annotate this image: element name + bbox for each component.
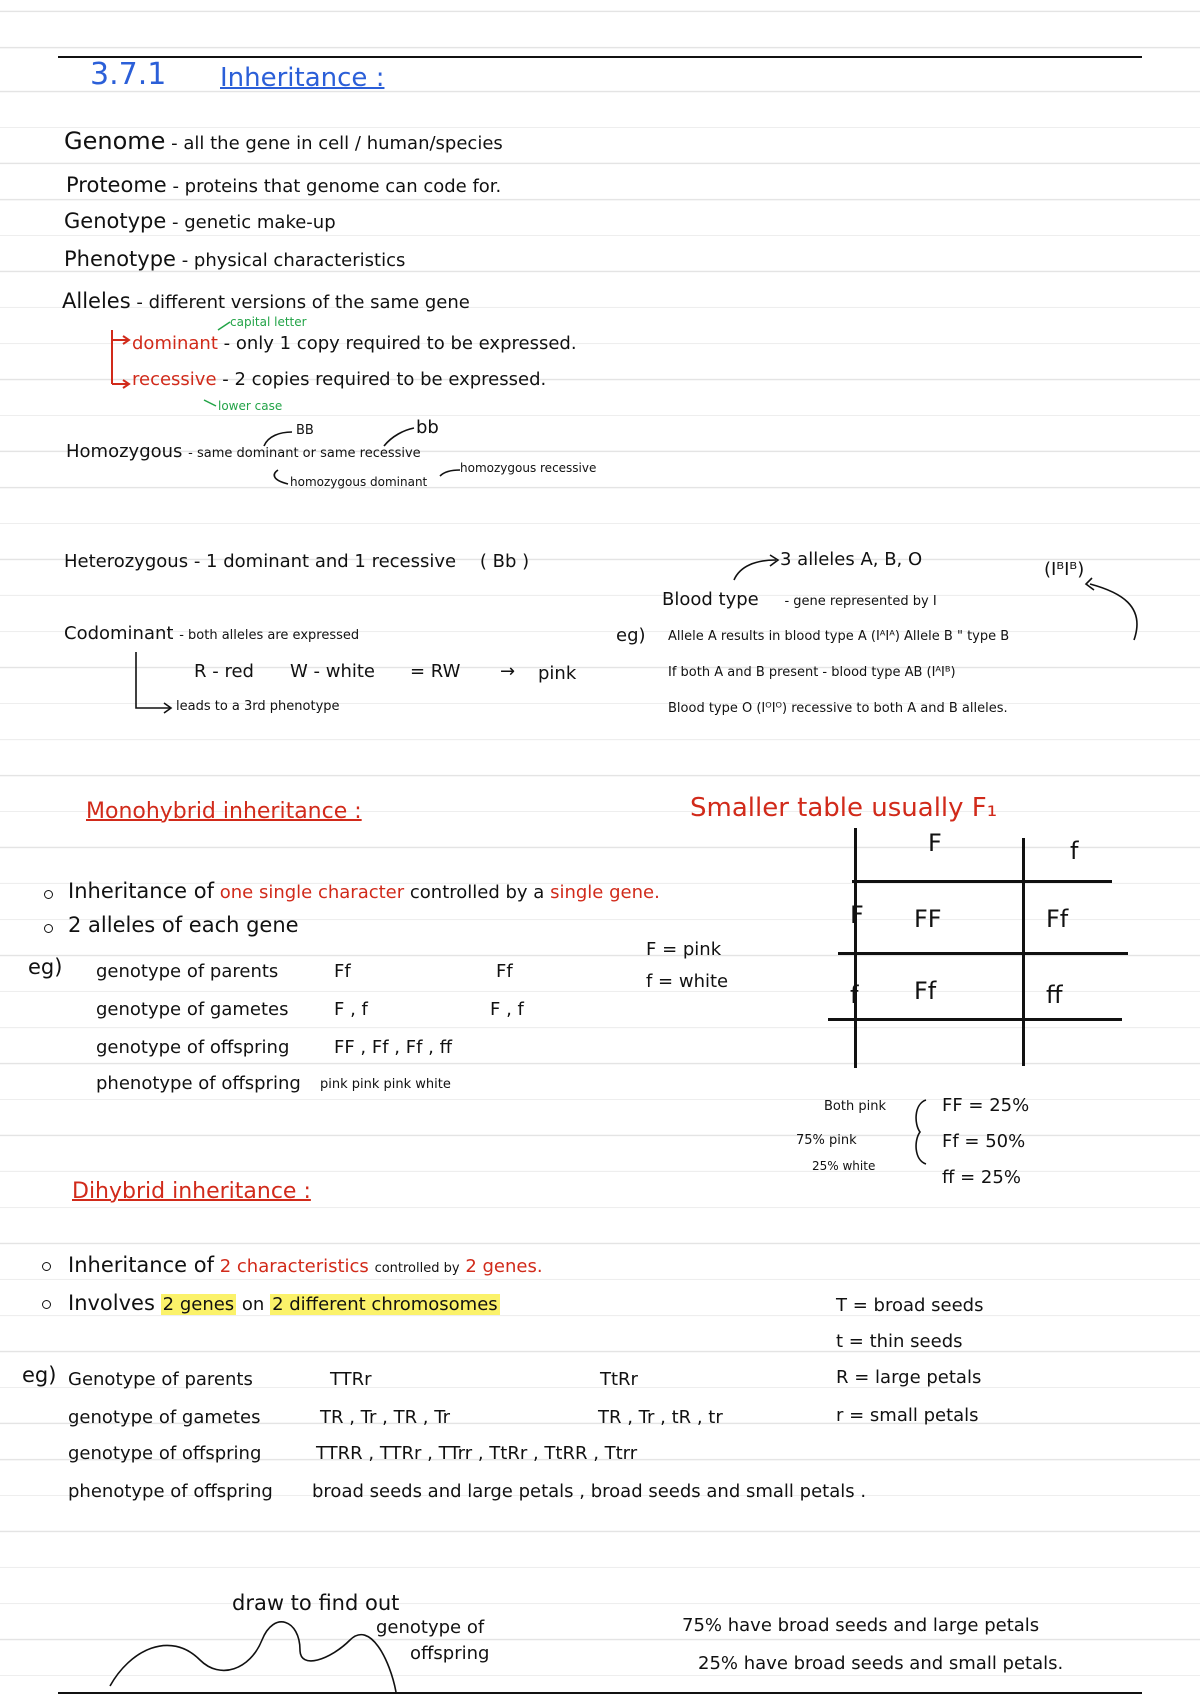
heterozygous-text: - 1 dominant and 1 recessive (193, 551, 457, 572)
draw-note-3: offspring (410, 1643, 490, 1664)
term: Genotype (64, 209, 167, 233)
mono-row-value-2: F , f (490, 999, 524, 1020)
mono-row-label: phenotype of offspring (96, 1073, 301, 1094)
punnett-col-header: f (1070, 837, 1079, 865)
dominant-text: - only 1 copy required to be expressed. (223, 333, 577, 354)
term: Genome (64, 127, 166, 155)
arrow-icon (440, 470, 460, 476)
arrow-right-icon: → (500, 661, 516, 682)
mono-row-label: genotype of parents (96, 961, 279, 982)
lower-case-note: lower case (218, 399, 283, 413)
summary-ff-upper: FF = 25% (942, 1095, 1030, 1116)
dihybrid-key-item: R = large petals (836, 1367, 982, 1388)
summary-ff-lower: ff = 25% (942, 1167, 1021, 1188)
leads-arrow (136, 652, 170, 708)
codominant-term: Codominant (64, 623, 174, 644)
title-number: 3.7.1 (90, 57, 167, 92)
summary-25-white: 25% white (812, 1159, 876, 1173)
mono-row-value-2: Ff (496, 961, 513, 982)
di-row-value-2: TR , Tr , tR , tr (598, 1407, 723, 1428)
dihybrid-heading: Dihybrid inheritance : (72, 1179, 311, 1204)
di-row-label: Genotype of parents (68, 1369, 253, 1390)
hand-drawn-curve (110, 1622, 396, 1692)
key-pink: F = pink (646, 939, 722, 960)
homozygous-term: Homozygous (66, 441, 183, 462)
homozygous-recessive-note: homozygous recessive (460, 461, 597, 475)
term: Alleles (62, 289, 131, 313)
homozygous-dominant-note: homozygous dominant (290, 475, 428, 489)
brace (916, 1100, 926, 1164)
mono-row-value-1: F , f (334, 999, 368, 1020)
dihybrid-key-item: t = thin seeds (836, 1331, 963, 1352)
blood-alleles: 3 alleles A, B, O (780, 549, 923, 570)
dihybrid-eg: eg) (22, 1363, 57, 1387)
summary-both-pink: Both pink (824, 1099, 886, 1114)
draw-note: draw to find out (232, 1591, 400, 1615)
draw-note-2: genotype of (376, 1617, 485, 1638)
monohybrid-eg: eg) (28, 955, 63, 979)
codominant-white: W - white (290, 661, 375, 682)
mono-row-value-1: pink pink pink white (320, 1077, 451, 1092)
arrow-icon (218, 322, 230, 330)
codominant-rw: = RW (410, 661, 461, 682)
blood-eg: eg) (616, 625, 646, 646)
dominant-term: dominant (132, 333, 218, 354)
capital-letter-note: capital letter (230, 315, 307, 329)
text-part-red: one single character (219, 882, 405, 903)
codominant-pink: pink (538, 663, 577, 684)
di-row-value-1: broad seeds and large petals , broad seeds and small petals . (312, 1481, 867, 1502)
blood-both: If both A and B present - blood type AB (IᴬIᴮ) (668, 665, 956, 680)
definition-text: - all the gene in cell / human/species (171, 133, 503, 154)
text-part: Involves (68, 1291, 155, 1315)
blood-gene-text: - gene represented by I (784, 594, 937, 609)
smaller-table-note: Smaller table usually F₁ (690, 793, 998, 823)
monohybrid-heading: Monohybrid inheritance : (86, 799, 362, 824)
codominant-red: R - red (194, 661, 254, 682)
punnett-cell: FF (914, 905, 942, 933)
definition-text: - different versions of the same gene (136, 292, 470, 313)
summary-ff-mixed: Ff = 50% (942, 1131, 1026, 1152)
recessive-term: recessive (132, 369, 217, 390)
mono-row-value-1: FF , Ff , Ff , ff (334, 1037, 452, 1058)
curved-arrow (1090, 584, 1137, 640)
di-row-label: genotype of offspring (68, 1443, 262, 1464)
result-75: 75% have broad seeds and large petals (682, 1615, 1040, 1636)
text-part: on (241, 1294, 265, 1315)
di-row-value-2: TtRr (600, 1369, 638, 1390)
codominant-leads: leads to a 3rd phenotype (176, 699, 340, 714)
heterozygous-term: Heterozygous (64, 551, 189, 572)
arrow-icon (204, 400, 216, 406)
mono-row-label: genotype of offspring (96, 1037, 290, 1058)
arrow-icon (274, 470, 288, 484)
punnett-row-header: F (850, 901, 864, 929)
text-part-highlight: 2 genes (162, 1294, 235, 1315)
text-part-highlight: 2 different chromosomes (272, 1294, 498, 1315)
bb-upper-label: BB (296, 423, 314, 438)
arrow-icon (734, 560, 776, 580)
punnett-row-header: f (850, 981, 859, 1009)
dihybrid-key-item: T = broad seeds (836, 1295, 984, 1316)
punnett-cell: ff (1046, 981, 1063, 1009)
definition-text: - proteins that genome can code for. (172, 176, 502, 197)
mono-row-value-1: Ff (334, 961, 351, 982)
punnett-cell: Ff (914, 977, 937, 1005)
text-part: Inheritance of (68, 879, 214, 903)
di-row-value-1: TTRR , TTRr , TTrr , TtRr , TtRR , Ttrr (316, 1443, 638, 1464)
term: Phenotype (64, 247, 176, 271)
text-part: controlled by (374, 1261, 460, 1276)
term: Proteome (66, 173, 167, 197)
blood-allele-a: Allele A results in blood type A (IᴬIᴬ) Allele B " type B (668, 629, 1010, 644)
text-part-red: single gene. (550, 882, 660, 903)
heterozygous-example: ( Bb ) (479, 551, 530, 572)
monohybrid-bullet-2: 2 alleles of each gene (68, 913, 299, 937)
di-row-value-1: TR , Tr , TR , Tr (320, 1407, 450, 1428)
mono-row-label: genotype of gametes (96, 999, 289, 1020)
page-title: Inheritance : (220, 63, 385, 93)
punnett-col-header: F (928, 829, 942, 857)
key-white: f = white (646, 971, 729, 992)
text-part-red: 2 characteristics (219, 1256, 369, 1277)
text-part: controlled by a (409, 882, 545, 903)
arrow-icon (264, 432, 292, 446)
di-row-value-1: TTRr (330, 1369, 372, 1390)
bb-lower-label: bb (416, 417, 439, 438)
di-row-label: genotype of gametes (68, 1407, 261, 1428)
definition-text: - physical characteristics (181, 250, 406, 271)
result-25: 25% have broad seeds and small petals. (698, 1653, 1064, 1674)
definition-text: - genetic make-up (172, 212, 336, 233)
text-part: Inheritance of (68, 1253, 214, 1277)
summary-75-pink: 75% pink (796, 1133, 857, 1148)
dihybrid-key-item: r = small petals (836, 1405, 979, 1426)
recessive-text: - 2 copies required to be expressed. (222, 369, 547, 390)
blood-o: Blood type O (IᴼIᴼ) recessive to both A and B alleles. (668, 701, 1008, 716)
text-part-red: 2 genes. (465, 1256, 543, 1277)
blood-ibib: (IᴮIᴮ) (1044, 559, 1085, 580)
arrow-icon (384, 428, 414, 446)
homozygous-text: - same dominant or same recessive (188, 446, 421, 461)
blood-type-label: Blood type (662, 589, 759, 610)
codominant-text: - both alleles are expressed (179, 628, 360, 643)
punnett-cell: Ff (1046, 905, 1069, 933)
di-row-label: phenotype of offspring (68, 1481, 273, 1502)
